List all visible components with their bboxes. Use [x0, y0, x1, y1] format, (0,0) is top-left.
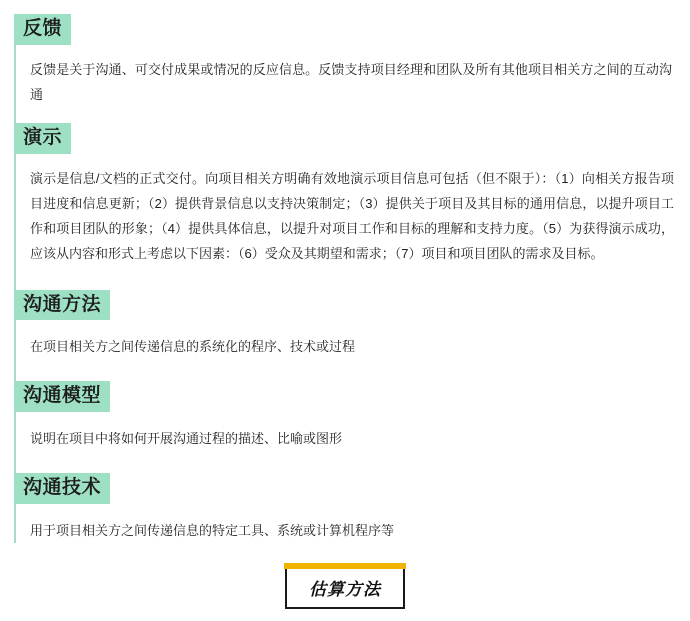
section-communication-model [0, 359, 690, 451]
section-body-feedback: 反馈是关于沟通、可交付成果或情况的反应信息。反馈支持项目经理和团队及所有其他项目相关方之间的互动沟通 [30, 61, 672, 102]
section-body-communication-technology: 用于项目相关方之间传递信息的特定工具、系统或计算机程序等 [30, 522, 395, 538]
section-heading-feedback: 反馈 [14, 14, 71, 45]
section-communication-technology [0, 451, 690, 543]
footer-title-text: 估算方法 [309, 580, 381, 599]
section-heading-communication-technology: 沟通技术 [14, 473, 110, 504]
footer-title-wrap [0, 566, 690, 609]
section-heading-communication-method: 沟通方法 [14, 290, 110, 321]
footer-accent-bar [284, 563, 406, 569]
section-presentation [0, 107, 690, 266]
section-heading-presentation: 演示 [14, 123, 71, 154]
section-communication-method [0, 266, 690, 360]
section-feedback [0, 0, 690, 107]
footer-framed-title [285, 566, 405, 609]
section-heading-communication-model: 沟通模型 [14, 381, 110, 412]
section-body-presentation: 演示是信息/文档的正式交付。向项目相关方明确有效地演示项目信息可包括（但不限于）：（1）向相关方报告项目进度和信息更新；（2）提供背景信息以支持决策制定；（3）提供关于项目及其目标的通用信息，以提升项目工作和项目团队的形象；（4）提供具体信息，以提升对项目工作和目标的理解和支持力度。（5）为获得演示成功，应该从内容和形式上考虑以下因素：（6）受众及其期望和需求；（7）项目和项目团队的需求及目标。 [30, 170, 674, 261]
section-body-communication-method: 在项目相关方之间传递信息的系统化的程序、技术或过程 [30, 339, 356, 355]
section-body-communication-model: 说明在项目中将如何开展沟通过程的描述、比喻或图形 [30, 431, 343, 446]
